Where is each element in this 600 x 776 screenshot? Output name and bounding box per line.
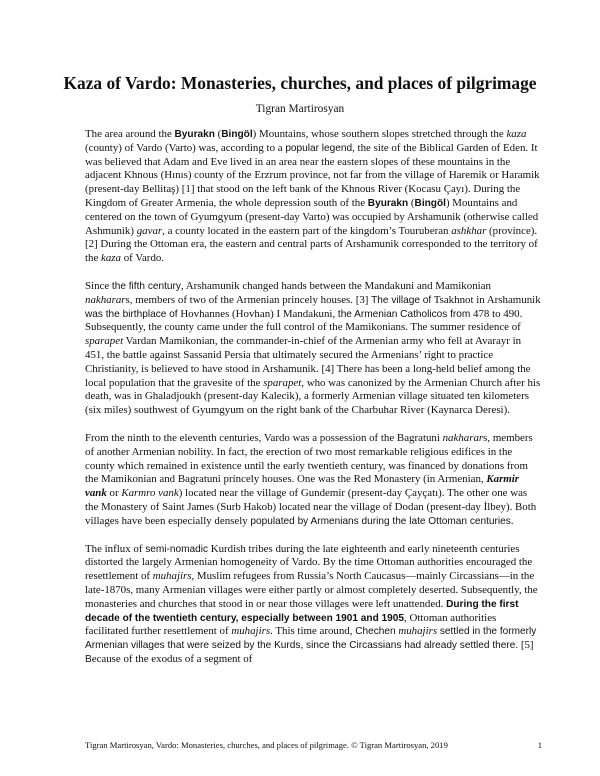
text-run: Chechen — [355, 626, 396, 638]
text-run: Byurakn — [367, 197, 409, 209]
text-run: The village of — [371, 294, 432, 306]
text-run: populated by Armenians during the late Ottoman centuries — [250, 515, 511, 527]
text-run: sparapet — [263, 376, 302, 389]
text-run: Karmro vank — [121, 487, 179, 500]
text-run: muhajirs — [152, 570, 192, 583]
text-run: was the birthplace of — [85, 308, 178, 320]
paragraph: Since the fifth century, Arshamunik changed hands between the Mandakuni and Mamikonian nakharars, members of two of the Armenian princely houses. [3] The village of Tsakhnot in Arshamunik was the birthplace of Hovhannes (Hovhan) I Mandakuni, the Armenian Catholicos from 478 to 490. Subsequently, the county came under the full control of the Mamikonians. The summer residence of sparapet Vardan Mamikonian, the commander-in-chief of the Armenian army who fell at Avarayr in 451, the battle against Sassanid Persia that ultimately secured the Armenians’ right to practice Christianity, is believed to have stood in Arshamunik. [4] There has been a long-held belief among the local population that the gravesite of the sparapet, who was canonized by the Armenian Church after his death, was in Ghaladjoukh (present-day Kalecik), a formerly Armenian village situated ten kilometers (six miles) southwest of Gyumgyum on the right bank of the Charbuhar River (Kaynarca Deresi). — [85, 279, 541, 417]
page-footer: Tigran Martirosyan, Vardo: Monasteries, churches, and places of pilgrimage. © Tigran Martirosyan, 2019 — [85, 740, 448, 750]
text-run: During the first decade of the twentieth century, especially between 1901 and 1905 — [85, 598, 519, 624]
text-run: Byurakn — [174, 129, 215, 140]
text-run: muhajirs — [398, 625, 438, 638]
text-run: the Armenian Catholicos from — [337, 308, 471, 320]
author-name: Tigran Martirosyan — [255, 103, 345, 115]
text-run: Karmir vank — [85, 473, 520, 500]
text-run: sparapet — [85, 335, 124, 348]
body-text — [85, 128, 541, 681]
text-run: kaza — [506, 128, 527, 140]
text-run: the fifth century — [111, 280, 181, 292]
document-title: Kaza of Vardo: Monasteries, churches, and places of pilgrimage — [63, 73, 537, 93]
text-run: semi-nomadic — [145, 543, 209, 555]
text-run: nakharar — [85, 293, 126, 306]
paragraph: The influx of semi-nomadic Kurdish tribes during the late eighteenth and early nineteenth centuries distorted the largely Armenian homogeneity of Vardo. By the time Ottoman authorities encouraged the resettlement of muhajirs, Muslim refugees from Russia’s North Caucasus—mainly Circassians—in the late-1870s, many Armenian villages were either partly or almost completely deserted. Subsequently, the monasteries and churches that stood in or near those villages were left unattended. During the first decade of the twentieth century, especially between 1901 and 1905, Ottoman authorities facilitated further resettlement of muhajirs. This time around, Chechen muhajirs settled in the formerly Armenian villages that were seized by the Kurds, since the Circassians had already settled there. [5] Because of the exodus of a segment of — [85, 542, 538, 665]
page-number: 1 — [537, 740, 542, 750]
text-run: nakharar — [442, 431, 484, 444]
paragraph: The area around the Byurakn (Bingöl) Mountains, whose southern slopes stretched through the kaza (county) of Vardo (Varto) was, according to a popular legend, the site of the Biblical Garden of Eden. It was believed that Adam and Eve lived in an area near the eastern slopes of these mountains in the adjacent Khnous (Hınıs) county of the Erzrum province, not far from the village of Haremik or Haramik (present-day Bellitaş) [1] that stood on the left bank of the Khnous River (Kocasu Çayı). During the Kingdom of Greater Armenia, the whole depression south of the Byurakn (Bingöl) Mountains and centered on the town of Gyumgyum (present-day Varto) was occupied by Arshamunik (otherwise called Ashmunik) gavar, a county located in the eastern part of the kingdom’s Touruberan ashkhar (province). [2] During the Ottoman era, the eastern and central parts of Arshamunik corresponded to the territory of the kaza of Vardo. — [85, 128, 540, 265]
text-run: gavar — [136, 224, 163, 237]
text-run: Bingöl — [414, 197, 446, 209]
text-run: settled in the formerly Armenian villages that were seized by the Kurds, since the Circassians had already settled there. — [85, 626, 537, 652]
paragraph: From the ninth to the eleventh centuries, Vardo was a possession of the Bagratuni nakharars, members of another Armenian nobility. In fact, the erection of two most remarkable religious edifices in the county which remained in existence until the early twentieth century, was financed by donations from the Mamikonian and Bagratuni princely houses. One was the Red Monastery (in Armenian, Karmir vank or Karmro vank) located near the village of Gundemir (present-day Çayçatı). The other one was the Monastery of Saint James (Surb Hakob) located near the village of Dodan (present-day İlbey). Both villages have been especially densely populated by Armenians during the late Ottoman centuries. — [85, 431, 537, 527]
text-run: popular legend — [285, 142, 353, 154]
text-run: B — [85, 653, 92, 665]
text-run: ashkhar — [451, 224, 487, 237]
text-run: kaza — [101, 252, 121, 265]
text-run: muhajirs — [231, 625, 271, 638]
text-run: Bingöl — [221, 129, 253, 140]
